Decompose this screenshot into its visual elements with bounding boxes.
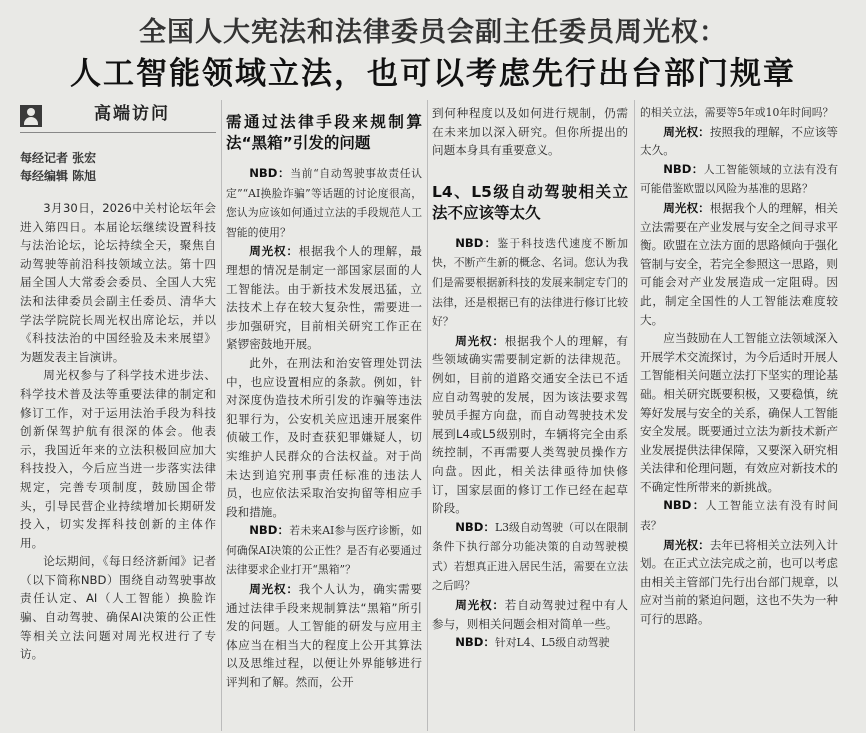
question-text: L3级自动驾驶（可以在限制条件下执行部分功能决策的自动驾驶模式）若想真正进入居民生活，需要在立法之后吗？	[432, 520, 628, 593]
reporter-credit: 每经记者 张宏	[20, 151, 97, 165]
question-text: 鉴于科技迭代速度不断加快，不断产生新的概念、名词。您认为我们是需要根据新科技的发展来制定专门的法律，还是根据已有的法律进行修订比较好？	[432, 236, 628, 329]
headline-line-1: 全国人大宪法和法律委员会副主任委员周光权：	[139, 17, 727, 48]
column-2	[226, 108, 422, 733]
question	[432, 234, 628, 332]
column-divider	[634, 100, 635, 731]
column-divider	[221, 100, 222, 731]
speaker-label: NBD：	[663, 161, 704, 176]
editor-credit: 每经编辑 陈旭	[20, 169, 97, 183]
answer	[226, 580, 422, 692]
question-text: 人工智能立法有没有时间表？	[640, 499, 838, 533]
answer	[432, 596, 628, 633]
question	[226, 164, 422, 242]
answer-text: 去年已将相关立法列入计划。在正式立法完成之前，也可以考虑由相关主管部门先行出台部门规章，以应对当前的紧迫问题，这也不失为一种可行的思路。	[640, 537, 838, 627]
answer-text: 根据我个人的理解，有些领域确实需要制定新的法律规范。例如，目前的道路交通安全法已不适应自动驾驶的发展，因为该法要求驾驶员手握方向盘，而自动驾驶技术发展到L4或L5级别时，车辆将完全由系统控制，不再需要人类驾驶员操作方向盘。因此，相关法律亟待加快修订，国家层面的修订工作已经在起草阶段。	[432, 333, 628, 516]
question-text: 当前“自动驾驶事故责任认定”“AI换脸诈骗”等话题的讨论度很高，您认为应该如何通过立法的手段规范人工智能的使用？	[226, 167, 422, 239]
section-tag-label: 高端访问	[94, 104, 170, 124]
speaker-label: NBD：	[455, 235, 498, 250]
question-text: 人工智能领域的立法有没有可能借鉴欧盟以风险为基准的思路？	[640, 162, 838, 196]
answer	[640, 536, 838, 629]
speaker-label: 周光权：	[455, 598, 505, 613]
speaker-label: NBD：	[663, 498, 706, 513]
speaker-label: 周光权：	[455, 333, 505, 348]
speaker-label: 周光权：	[663, 200, 710, 215]
headline-block	[0, 0, 866, 96]
answer-text: 按照我的理解，不应该等太久。	[640, 124, 838, 158]
question	[640, 160, 838, 199]
answer	[640, 123, 838, 160]
paragraph: 3月30日，2026中关村论坛年会进入第四日。本届论坛继续设置科技与法治论坛，论坛持续全天，聚焦自动驾驶等前沿科技领域立法。第十四届全国人大常委会委员、全国人大宪法和法律委员会副主任委员、清华大学法学院院长周光权出席论坛，并以《科技法治的中国经验及未来展望》为题发表主旨演讲。	[20, 201, 216, 364]
byline	[20, 149, 216, 185]
speaker-label: 周光权：	[249, 582, 299, 597]
question	[432, 633, 628, 653]
question-text: 若未来AI参与医疗诊断，如何确保AI决策的公正性？是否有必要通过法律要求企业打开“黑箱”？	[226, 524, 422, 577]
column-divider	[427, 100, 428, 731]
question	[640, 496, 838, 535]
speaker-label: 周光权：	[663, 537, 710, 552]
question	[226, 521, 422, 580]
paragraph: 周光权参与了科学技术进步法、科学技术普及法等重要法律的制定和修订工作，对于运用法治手段为科技创新保驾护航有很深的体会。他表示，我国近年来的立法积极回应加大科技投入，今后应当进一步落实法律规定，完善专项制度，鼓励国企带头，引导民营企业持续增加长期研发投入，切实发挥科技创新的主体作用。	[20, 368, 216, 550]
column-4	[640, 104, 838, 729]
section-tag	[20, 102, 216, 133]
person-icon	[20, 105, 42, 127]
paragraph: 到何种程度以及如何进行规制，仍需在未来加以深入研究。但你所提出的问题本身具有重要意义。	[432, 106, 628, 158]
answer-text: 我个人认为，确实需要通过法律手段来规制算法“黑箱”所引发的问题。人工智能的研发与应用主体应当在相当大的程度上公开其算法以及思维过程，以便让外界能够进行评判和了解。然而，公开	[226, 582, 422, 690]
speaker-label: NBD：	[249, 523, 290, 538]
speaker-label: 周光权：	[249, 244, 299, 259]
subheading: L4、L5级自动驾驶相关立法不应该等太久	[432, 182, 628, 222]
paragraph: 此外，在刑法和治安管理处罚法中，也应设置相应的条款。例如，针对深度伪造技术所引发的诈骗等违法犯罪行为，公安机关应迅速开展案件侦破工作，及时查获犯罪嫌疑人，切实维护人民群众的合法权益。对于尚未达到追究刑事责任标准的违法人员，也应依法采取治安拘留等相应手段和措施。	[226, 355, 422, 519]
speaker-label: NBD：	[455, 519, 495, 534]
answer	[226, 242, 422, 354]
column-3	[432, 104, 628, 729]
question-text: 的相关立法，需要等5年或10年时间吗？	[640, 106, 834, 119]
column-1	[20, 102, 216, 727]
paragraph: 论坛期间，《每日经济新闻》记者（以下简称NBD）围绕自动驾驶事故责任认定、AI（人工智能）换脸诈骗、自动驾驶、确保AI决策的公正性等相关立法问题对周光权进行了专访。	[20, 554, 216, 662]
answer-text: 根据我个人的理解，最理想的情况是制定一部国家层面的人工智能法。由于新技术发展迅猛，立法技术上存在较大复杂性，需要进一步加强研究，目前相关研究工作正在紧锣密鼓地开展。	[226, 244, 422, 352]
paragraph: 应当鼓励在人工智能立法领域深入开展学术交流探讨，为今后适时开展人工智能相关问题立法打下坚实的理论基础。相关研究既要积极，又要稳慎，统筹好发展与安全的关系，确保人工智能安全发展。既要通过立法为新技术新产业发展提供法律保障，又要深入研究相关法律和伦理问题，有效应对新技术的不确定性所带来的新挑战。	[640, 331, 838, 494]
speaker-label: 周光权：	[663, 124, 710, 139]
answer	[432, 332, 628, 518]
answer-text: 根据我个人的理解，相关立法需要在产业发展与安全之间寻求平衡。欧盟在立法方面的思路倾向于强化管制与安全，若完全参照这一思路，则可能会对产业发展造成一定阻碍。因此，制定全国性的人工智能法难度较大。	[640, 200, 838, 327]
answer	[640, 199, 838, 329]
question-text: 针对L4、L5级自动驾驶	[494, 636, 610, 650]
headline-line-2: 人工智能领域立法，也可以考虑先行出台部门规章	[70, 56, 796, 92]
answer-text: 若自动驾驶过程中有人参与，则相关问题会相对简单一些。	[432, 598, 628, 631]
speaker-label: NBD：	[455, 635, 495, 650]
subheading: 需通过法律手段来规制算法“黑箱”引发的问题	[226, 113, 422, 152]
question	[432, 518, 628, 596]
speaker-label: NBD：	[249, 166, 291, 180]
